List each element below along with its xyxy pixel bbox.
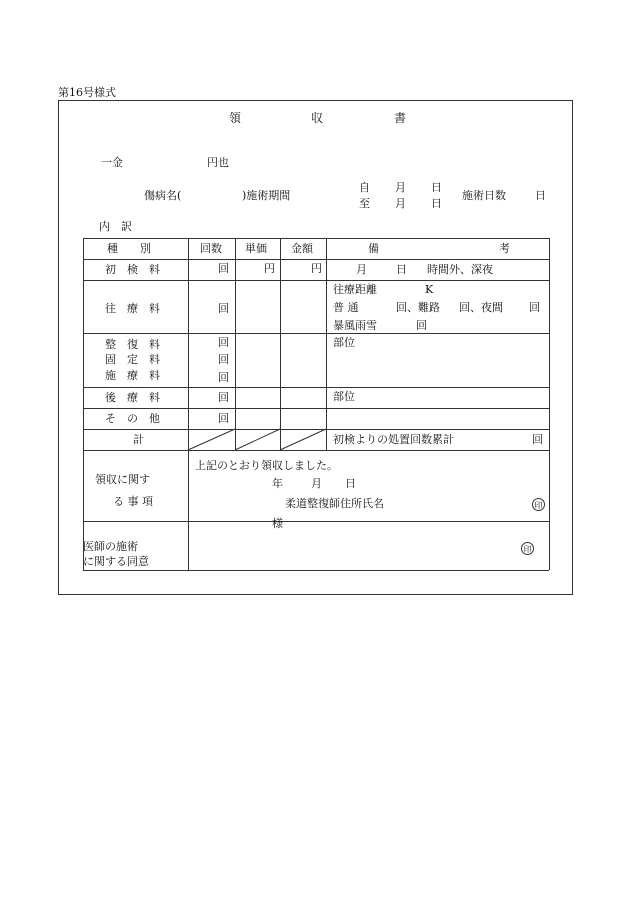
receipt-year: 年	[272, 477, 283, 490]
form-number: 第16号様式	[58, 86, 116, 99]
row-visit-count: 回	[218, 302, 229, 315]
row-initial-price: 円	[264, 262, 275, 275]
period-from-month: 月	[395, 181, 406, 194]
period-to-day: 日	[431, 197, 442, 210]
period-to-label: 至	[359, 197, 370, 210]
row-seryo-label: 施 療 料	[105, 369, 160, 382]
row-koryo-count: 回	[218, 391, 229, 404]
row-visit-normal-count: 回、難路	[396, 301, 440, 314]
row-koryo-label: 後 療 料	[105, 391, 160, 404]
row-total-cumulative: 初検よりの処置回数累計	[333, 433, 454, 446]
receipt-statement: 上記のとおり領収しました。	[195, 459, 338, 472]
row-total-unit: 回	[532, 433, 543, 446]
row-initial-remark-text: 時間外、深夜	[427, 263, 493, 276]
header-remarks-2: 考	[499, 242, 510, 255]
doctor-label-2: に関する同意	[83, 555, 149, 568]
row-seryo-count: 回	[218, 371, 229, 384]
amount-suffix: 円也	[207, 156, 229, 169]
row-initial-remark-month: 月	[356, 263, 367, 276]
injury-name-label: 傷病名(	[144, 189, 182, 202]
row-other-label: そ の 他	[105, 412, 160, 425]
row-visit-distance: 往療距離	[333, 283, 377, 296]
row-initial-label: 初 検 料	[105, 263, 160, 276]
row-visit-normal: 普 通	[333, 301, 359, 314]
row-initial-count: 回	[218, 262, 229, 275]
header-remarks-1: 備	[368, 242, 379, 255]
row-initial-amount: 円	[311, 262, 322, 275]
row-body-part-2: 部位	[333, 390, 355, 403]
row-body-part: 部位	[333, 336, 355, 349]
receipt-label-1: 領収に関す	[95, 473, 150, 486]
amount-prefix: 一金	[101, 156, 123, 169]
title-char-3: 書	[394, 111, 407, 125]
receipt-month: 月	[311, 477, 322, 490]
receipt-label-2: る 事 項	[113, 495, 153, 508]
treatment-period-label: )施術期間	[242, 189, 291, 202]
row-seifuku-count: 回	[218, 336, 229, 349]
row-visit-storm-count: 回	[416, 319, 427, 332]
header-unit-price: 単価	[245, 242, 267, 255]
receipt-form	[58, 100, 573, 595]
treatment-days-label: 施術日数	[462, 189, 506, 202]
receipt-sama: 様	[272, 517, 283, 530]
row-other-count: 回	[218, 412, 229, 425]
doctor-label-1: 医師の施術	[83, 540, 138, 553]
title-char-1: 領	[229, 111, 242, 125]
doctor-seal-icon: 印	[521, 542, 534, 555]
header-type: 種 別	[107, 242, 151, 255]
row-kotei-label: 固 定 料	[105, 353, 160, 366]
period-from-day: 日	[431, 181, 442, 194]
row-visit-distance-unit: K	[425, 283, 434, 296]
row-visit-label: 往 療 料	[105, 302, 160, 315]
header-amount: 金額	[291, 242, 313, 255]
row-total-label: 計	[133, 433, 144, 446]
row-visit-hard-count: 回、夜間	[459, 301, 503, 314]
receipt-seal-icon: 印	[532, 498, 545, 511]
row-visit-night-count: 回	[529, 301, 540, 314]
row-initial-remark-day: 日	[396, 263, 407, 276]
receipt-practitioner: 柔道整復師住所氏名	[285, 497, 384, 510]
row-kotei-count: 回	[218, 353, 229, 366]
title-char-2: 収	[311, 111, 324, 125]
period-to-month: 月	[395, 197, 406, 210]
period-from-label: 自	[359, 181, 370, 194]
row-visit-storm: 暴風雨雪	[333, 319, 377, 332]
treatment-days-unit: 日	[535, 189, 546, 202]
receipt-day: 日	[345, 477, 356, 490]
row-seifuku-label: 整 復 料	[105, 338, 160, 351]
header-count: 回数	[200, 242, 222, 255]
breakdown-label: 内 訳	[99, 220, 132, 233]
